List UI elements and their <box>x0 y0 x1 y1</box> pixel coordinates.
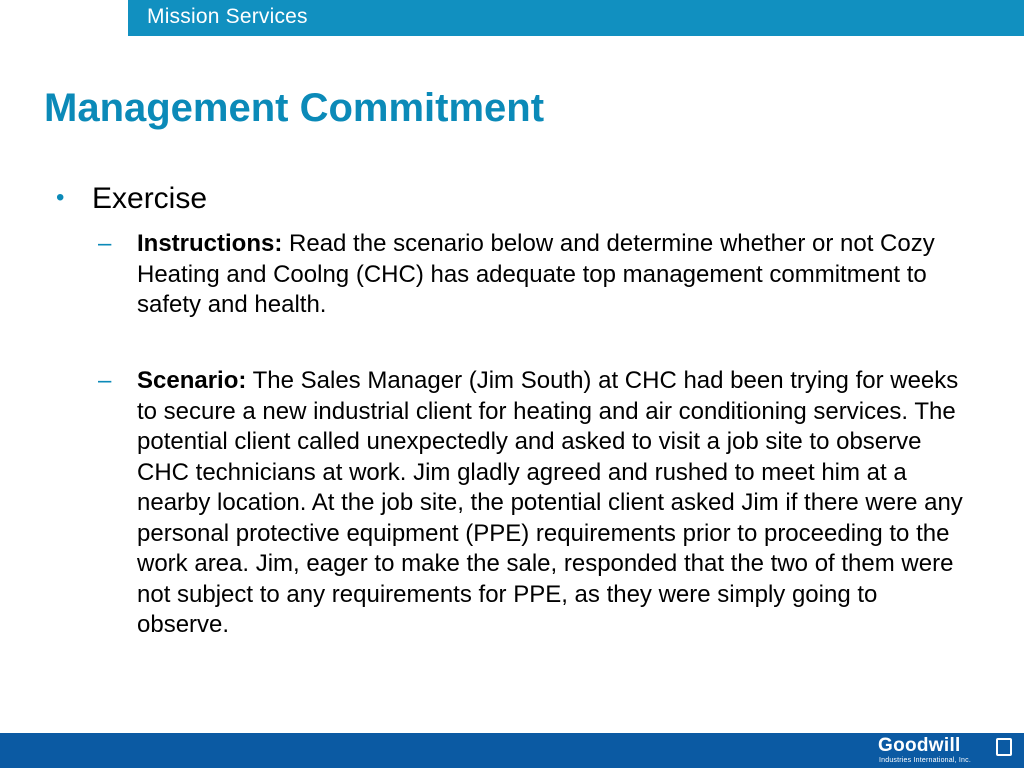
slide-title: Management Commitment <box>44 86 545 130</box>
header-title: Mission Services <box>147 5 308 28</box>
goodwill-logo <box>878 735 1018 767</box>
dash-icon: – <box>98 230 112 257</box>
logo-wordmark: Goodwill <box>878 735 961 756</box>
bullet-label: Exercise <box>92 182 208 215</box>
logo-subtext: Industries International, Inc. <box>879 757 971 764</box>
footer-bar <box>0 733 1024 768</box>
header-bar <box>0 0 1024 36</box>
instructions-label: Instructions: <box>137 230 283 257</box>
scenario-text <box>137 366 973 641</box>
goodwill-face-icon <box>996 738 1012 756</box>
header-white-box <box>0 0 128 36</box>
scenario-label: Scenario: <box>137 367 247 394</box>
scenario-body: The Sales Manager (Jim South) at CHC had been trying for weeks to secure a new industrial client for heating and air conditioning services. The potential client called unexpectedly and asked to visit a job site to observe CHC technicians at work. Jim gladly agreed and rushed to meet him at a nearby location. At the job site, the potential client asked Jim if there were any personal protective equipment (PPE) requirements prior to proceeding to the work area. Jim, eager to make the sale, responded that the two of them were not subject to any requirements for PPE, as they were simply going to observe. <box>137 367 963 638</box>
dash-icon: – <box>98 367 112 394</box>
instructions-text <box>137 229 973 321</box>
instructions-body: Read the scenario below and determine whether or not Cozy Heating and Coolng (CHC) has adequate top management commitment to safety and health. <box>137 230 935 318</box>
bullet-dot-icon: • <box>56 184 65 211</box>
